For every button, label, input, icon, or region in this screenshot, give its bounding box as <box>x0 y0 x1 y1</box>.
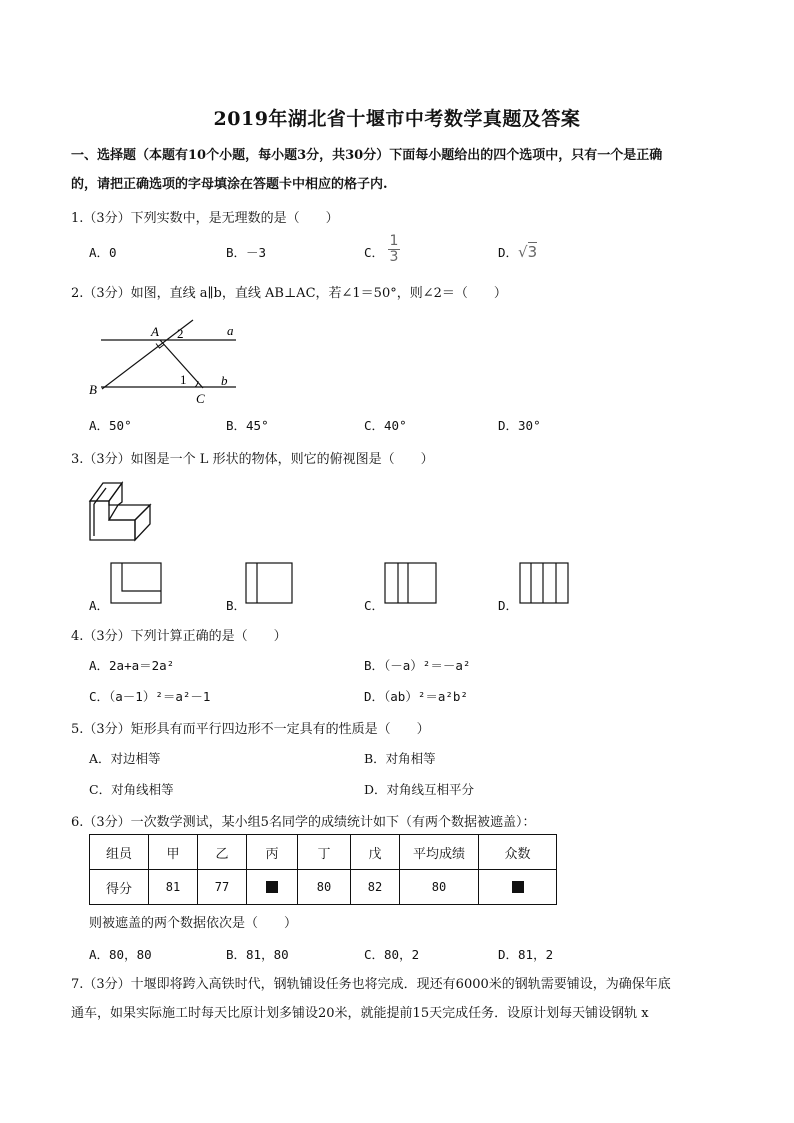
q5-option-c: C．对角线相等 <box>89 782 174 797</box>
q1-option-a: A．0 <box>89 245 117 260</box>
question-1-stem: 1.（3分）下列实数中，是无理数的是（ ） <box>71 211 339 226</box>
label-point-c: C <box>196 391 205 406</box>
table-header-cell: 丁 <box>298 835 351 870</box>
section-heading <box>71 141 723 199</box>
q1-option-d-label: D． <box>498 245 519 260</box>
view-b-outline <box>246 563 292 603</box>
table-header-cell: 众数 <box>479 835 557 870</box>
table-header-cell: 组员 <box>90 835 149 870</box>
table-header-cell: 丙 <box>247 835 298 870</box>
q6-option-a: A．80，80 <box>89 947 152 962</box>
q6-option-c: C．80，2 <box>364 947 420 962</box>
table-row-label: 得分 <box>90 870 149 905</box>
q4-option-a: A．2a+a＝2a² <box>89 658 175 673</box>
q1-option-c-label: C． <box>364 245 385 260</box>
q5-option-d: D．对角线互相平分 <box>364 782 475 797</box>
l-shape-riser-side <box>109 483 122 505</box>
label-point-a: A <box>151 324 159 339</box>
fraction-one-third <box>388 234 400 265</box>
question-3-stem: 3.（3分）如图是一个 L 形状的物体，则它的俯视图是（ ） <box>71 452 434 467</box>
view-a-inner-line <box>122 563 161 591</box>
q2-option-d: D．30° <box>498 418 541 433</box>
square-root-symbol: √3 <box>518 243 538 261</box>
label-angle-2: 2 <box>177 326 184 341</box>
q3-option-b: B． <box>226 598 247 613</box>
q3-option-c: C． <box>364 598 385 613</box>
question-6-prompt: 则被遮盖的两个数据依次是（ ） <box>89 916 298 931</box>
table-header-cell: 甲 <box>149 835 198 870</box>
q4-option-c: C．（a－1）²＝a²－1 <box>89 689 211 704</box>
question-6-stem: 6.（3分）一次数学测试，某小组5名同学的成绩统计如下（有两个数据被遮盖）： <box>71 815 536 830</box>
table-cell-covered <box>479 870 557 905</box>
q4-option-d: D．（ab）²＝a²b² <box>364 689 468 704</box>
label-angle-1: 1 <box>180 372 187 387</box>
q3-option-b-view <box>245 562 294 604</box>
q3-option-c-view <box>384 562 438 604</box>
q5-option-b: B．对角相等 <box>364 751 436 766</box>
view-c-outline <box>385 563 436 603</box>
question-7-line-1: 7.（3分）十堰即将跨入高铁时代，钢轨铺设任务也将完成．现还有6000米的钢轨需要铺设，为确保年底 <box>71 977 671 992</box>
label-line-a: a <box>227 323 234 338</box>
q6-option-b: B．81，80 <box>226 947 289 962</box>
table-cell: 80 <box>298 870 351 905</box>
l-shape-top-upper <box>90 483 122 501</box>
question-2-stem: 2.（3分）如图，直线 a∥b，直线 AB⊥AC，若∠1＝50°，则∠2＝（ ） <box>71 286 507 301</box>
section-heading-line-2: 的，请把正确选项的字母填涂在答题卡中相应的格子内. <box>71 177 388 192</box>
table-header-cell: 戊 <box>351 835 400 870</box>
q1-option-b: B．－3 <box>226 245 267 260</box>
q6-option-d: D．81，2 <box>498 947 554 962</box>
table-cell: 82 <box>351 870 400 905</box>
q5-option-a: A．对边相等 <box>89 751 161 766</box>
table-header-row <box>90 835 557 870</box>
view-a-outline <box>111 563 161 603</box>
covered-value-block <box>512 881 524 893</box>
question-4-stem: 4.（3分）下列计算正确的是（ ） <box>71 629 287 644</box>
question-7-stem <box>71 970 723 1028</box>
table-cell-covered <box>247 870 298 905</box>
fraction-numerator: 1 <box>389 233 399 249</box>
question-5-stem: 5.（3分）矩形具有而平行四边形不一定具有的性质是（ ） <box>71 722 430 737</box>
q4-option-b: B．（－a）²＝－a² <box>364 658 471 673</box>
covered-value-block <box>266 881 278 893</box>
q3-option-a-view <box>110 562 162 604</box>
view-d-outline <box>520 563 568 603</box>
table-header-cell: 平均成绩 <box>400 835 479 870</box>
table-row <box>90 870 557 905</box>
l-shape-top-lower <box>109 505 150 520</box>
score-table <box>89 834 557 905</box>
q3-option-a: A． <box>89 598 110 613</box>
q2-option-c: C．40° <box>364 418 407 433</box>
q3-option-d: D． <box>498 598 519 613</box>
radicand: 3 <box>527 243 538 261</box>
q1-option-d <box>498 243 537 261</box>
table-cell: 77 <box>198 870 247 905</box>
parallel-lines-figure <box>86 318 246 408</box>
table-header-cell: 乙 <box>198 835 247 870</box>
fraction-denominator: 3 <box>389 249 399 265</box>
section-heading-line-1: 一、选择题（本题有10个小题，每小题3分，共30分）下面每小题给出的四个选项中，只有一个是正确 <box>71 148 663 163</box>
q3-option-d-view <box>519 562 570 604</box>
page-title: 2019年湖北省十堰市中考数学真题及答案 <box>213 108 581 130</box>
table-cell: 80 <box>400 870 479 905</box>
question-7-line-2: 通车，如果实际施工时每天比原计划多铺设20米，就能提前15天完成任务．设原计划每天铺设钢轨 x <box>71 1006 649 1021</box>
table-cell: 81 <box>149 870 198 905</box>
q2-option-a: A．50° <box>89 418 132 433</box>
l-shape-right-side <box>135 505 150 540</box>
angle-1-arc <box>195 381 198 387</box>
label-point-b: B <box>89 382 97 397</box>
label-line-b: b <box>221 373 228 388</box>
q2-option-b: B．45° <box>226 418 269 433</box>
l-shape-object-figure <box>86 478 156 544</box>
